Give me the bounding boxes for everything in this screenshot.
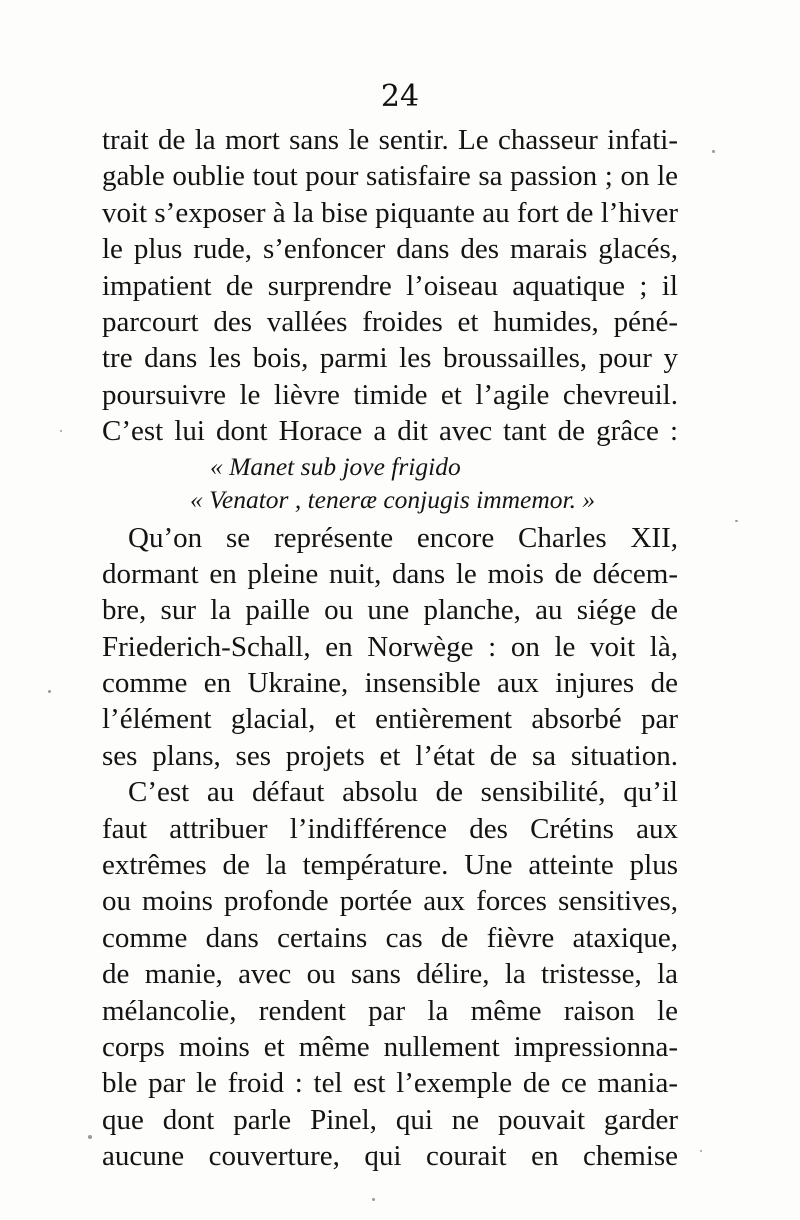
- quote-line: « Venator , teneræ conjugis immemor. »: [190, 484, 596, 514]
- page-number: 24: [380, 79, 420, 114]
- text-line: C’est au défaut absolu de sensibilité, qu’il: [128, 776, 678, 809]
- text-line: tre dans les bois, parmi les broussailles, pour y: [102, 342, 678, 375]
- text-line: l’élément glacial, et entièrement absorbé par: [102, 703, 678, 736]
- paragraph-2: [102, 520, 678, 775]
- text-line: faut attribuer l’indifférence des Crétins aux: [102, 812, 678, 845]
- text-line: de manie, avec ou sans délire, la tristesse, la: [102, 958, 678, 991]
- text-line: mélancolie, rendent par la même raison le: [102, 994, 678, 1027]
- paragraph-1: [102, 122, 678, 450]
- text-line: comme dans certains cas de fièvre ataxique,: [102, 921, 678, 954]
- print-speck: [88, 1135, 92, 1139]
- print-speck: [48, 690, 51, 693]
- text-line: impatient de surprendre l’oiseau aquatique ; il: [102, 269, 678, 302]
- print-speck: [700, 1150, 702, 1152]
- text-line: que dont parle Pinel, qui ne pouvait garder: [102, 1103, 678, 1136]
- text-line: ble par le froid : tel est l’exemple de ce mania-: [102, 1067, 678, 1100]
- text-line: poursuivre le lièvre timide et l’agile chevreuil.: [102, 378, 678, 411]
- print-speck: [60, 430, 62, 432]
- text-line: parcourt des vallées froides et humides, péné-: [102, 305, 678, 338]
- text-line: aucune couverture, qui courait en chemise: [102, 1140, 678, 1173]
- text-line: le plus rude, s’enfoncer dans des marais glacés,: [102, 233, 678, 266]
- text-line: C’est lui dont Horace a dit avec tant de grâce :: [102, 415, 678, 448]
- text-line: Qu’on se représente encore Charles XII,: [128, 521, 678, 554]
- print-speck: [735, 520, 738, 522]
- quote-line: « Manet sub jove frigido: [210, 451, 461, 481]
- text-line: corps moins et même nullement impressionna-: [102, 1030, 678, 1063]
- print-speck: [372, 1198, 375, 1201]
- text-line: dormant en pleine nuit, dans le mois de décem-: [102, 557, 678, 590]
- text-line: comme en Ukraine, insensible aux injures de: [102, 667, 678, 700]
- paragraph-3: [102, 774, 678, 1174]
- text-line: gable oublie tout pour satisfaire sa passion ; on le: [102, 160, 678, 193]
- text-line: ses plans, ses projets et l’état de sa situation.: [102, 739, 678, 772]
- text-line: trait de la mort sans le sentir. Le chasseur infati-: [102, 124, 678, 156]
- text-line: bre, sur la paille ou une planche, au siége de: [102, 594, 678, 627]
- text-line: voit s’exposer à la bise piquante au fort de l’hiver: [102, 196, 678, 229]
- text-line: ou moins profonde portée aux forces sensitives,: [102, 885, 678, 918]
- print-speck: [712, 150, 715, 153]
- text-line: extrêmes de la température. Une atteinte plus: [102, 849, 678, 882]
- body-text: [102, 122, 678, 1175]
- horace-quote: [102, 450, 678, 516]
- text-line: Friederich-Schall, en Norwège : on le voit là,: [102, 630, 678, 663]
